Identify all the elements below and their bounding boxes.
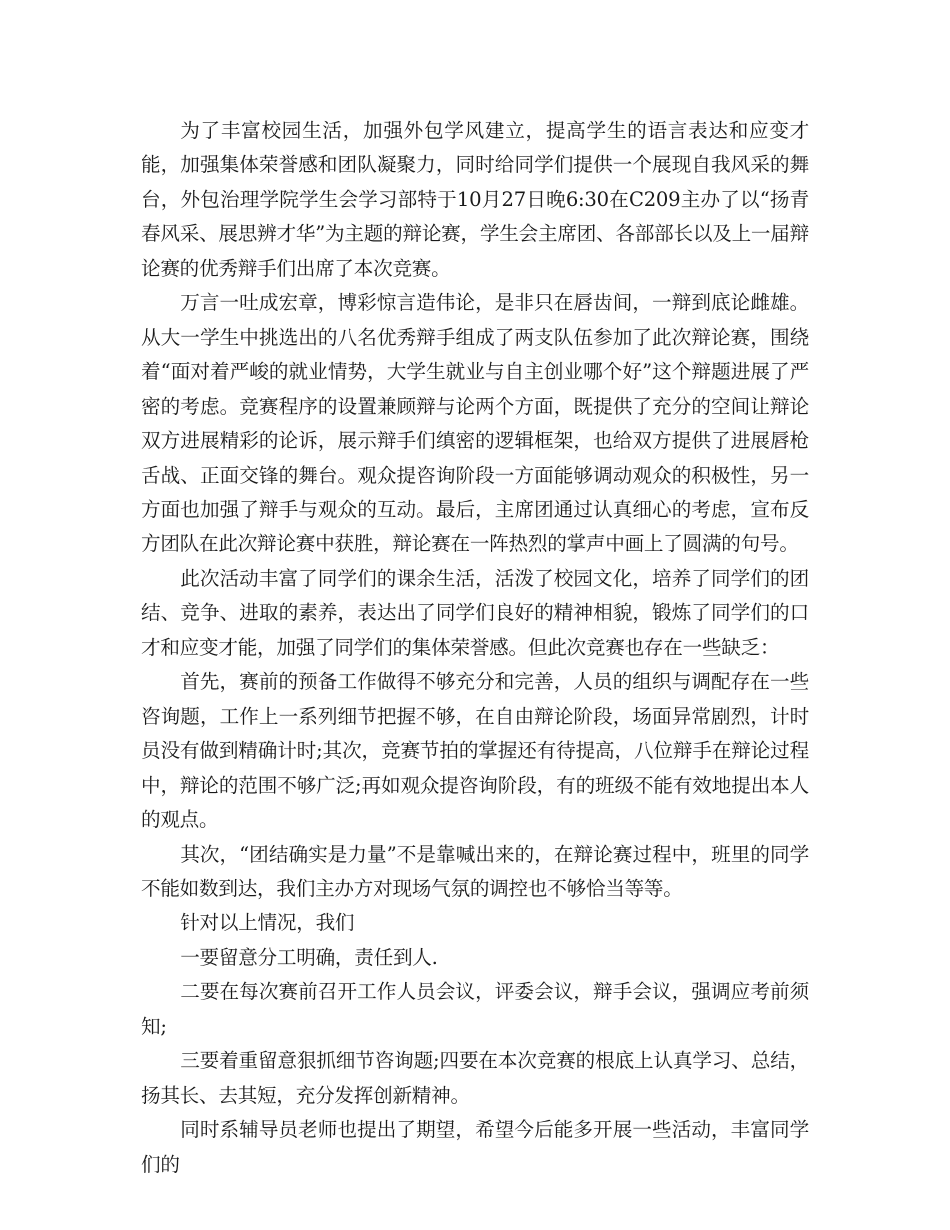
paragraph-activity-outcome: 此次活动丰富了同学们的课余生活，活泼了校园文化，培养了同学们的团结、竞争、进取的素养，表达出了同学们良好的精神相貌，锻炼了同学们的口才和应变才能，加强了同学们的集体荣誉感。但此次竞赛也存在一些缺乏： (141, 566, 809, 659)
document-page (141, 114, 809, 1182)
paragraph-measure-one: 一要留意分工明确，责任到人. (180, 945, 438, 969)
paragraph-shortcomings-second: 其次，“团结确实是力量”不是靠喊出来的，在辩论赛过程中，班里的同学不能如数到达，我们主办方对现场气氛的调控也不够恰当等等。 (141, 842, 809, 900)
paragraph-debate-description: 万言一吐成宏章，博彩惊言造伟论，是非只在唇齿间，一辩到底论雌雄。从大一学生中挑选出的八名优秀辩手组成了两支队伍参加了此次辩论赛，围绕着“面对着严峻的就业情势，大学生就业与自主创业哪个好”这个辩题进展了严密的考虑。竞赛程序的设置兼顾辩与论两个方面，既提供了充分的空间让辩论双方进展精彩的论诉，展示辩手们缜密的逻辑框架，也给双方提供了进展唇枪舌战、正面交锋的舞台。观众提咨询阶段一方面能够调动观众的积极性，另一方面也加强了辩手与观众的互动。最后，主席团通过认真细心的考虑，宣布反方团队在此次辩论赛中获胜，辩论赛在一阵热烈的掌声中画上了圆满的句号。 (141, 291, 809, 556)
paragraph-shortcomings-first: 首先，赛前的预备工作做得不够充分和完善，人员的组织与调配存在一些咨询题，工作上一系列细节把握不够，在自由辩论阶段，场面异常剧烈，计时员没有做到精确计时;其次，竞赛节拍的掌握还有待提高，八位辩手在辩论过程中，辩论的范围不够广泛;再如观众提咨询阶段，有的班级不能有效地提出本人的观点。 (141, 670, 809, 832)
paragraph-measure-two: 二要在每次赛前召开工作人员会议，评委会议，辩手会议，强调应考前须知; (141, 980, 809, 1038)
paragraph-response-intro: 针对以上情况，我们 (180, 911, 355, 935)
paragraph-counselor-expectation: 同时系辅导员老师也提出了期望，希望今后能多开展一些活动，丰富同学们的 (141, 1118, 809, 1176)
paragraph-measure-three-four: 三要着重留意狠抓细节咨询题;四要在本次竞赛的根底上认真学习、总结，扬其长、去其短，充分发挥创新精神。 (141, 1049, 809, 1107)
paragraph-intro: 为了丰富校园生活，加强外包学风建立，提高学生的语言表达和应变才能，加强集体荣誉感和团队凝聚力，同时给同学们提供一个展现自我风采的舞台，外包治理学院学生会学习部特于10月27日晚6:30在C209主办了以“扬青春风采、展思辨才华”为主题的辩论赛，学生会主席团、各部部长以及上一届辩论赛的优秀辩手们出席了本次竞赛。 (141, 119, 809, 280)
